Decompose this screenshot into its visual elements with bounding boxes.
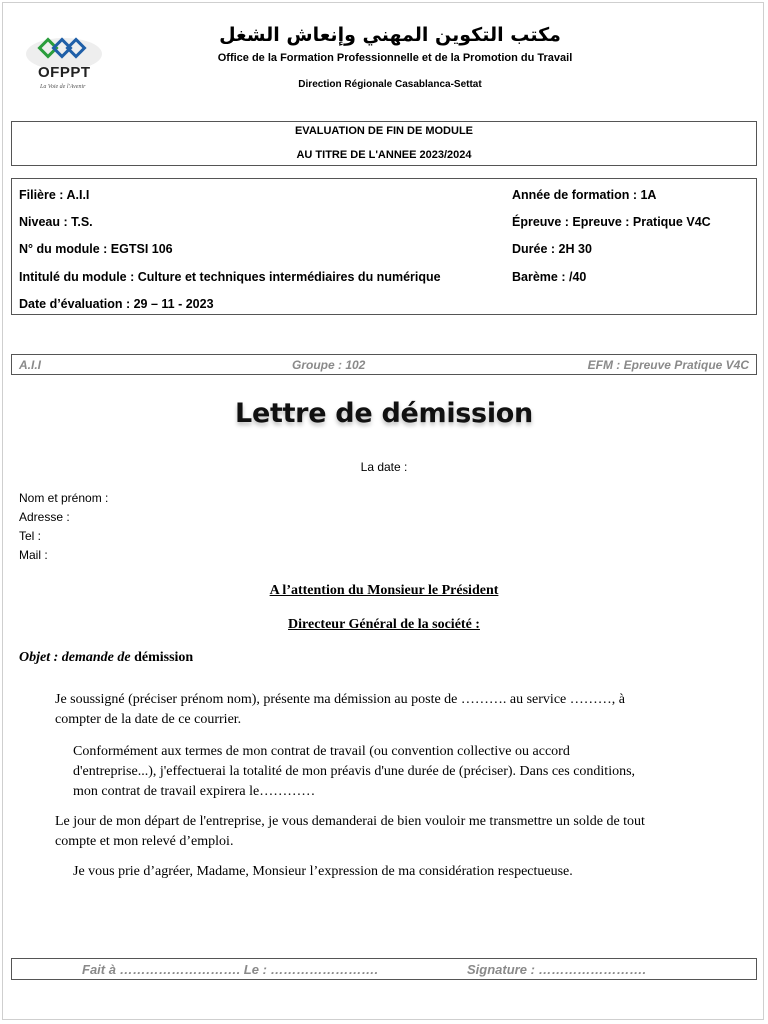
- evaluation-box: [11, 121, 757, 166]
- logo-tagline: La Voie de l'Avenir: [40, 84, 86, 90]
- direction-regionale: Direction Régionale Casablanca-Settat: [298, 79, 482, 90]
- contact-address: Adresse :: [19, 510, 70, 524]
- niveau: Niveau : T.S.: [19, 215, 93, 229]
- paragraph-4: Je vous prie d’agréer, Madame, Monsieur l’expression de ma considération respectueuse.: [73, 864, 573, 879]
- paragraph-1-line-2: compter de la date de ce courrier.: [55, 712, 242, 727]
- evaluation-line-1: EVALUATION DE FIN DE MODULE: [294, 125, 474, 137]
- footer-bar: [11, 958, 757, 980]
- group-number: Groupe : 102: [292, 358, 366, 372]
- module-number: N° du module : EGTSI 106: [19, 242, 173, 256]
- contact-tel: Tel :: [19, 529, 42, 543]
- evaluation-date: Date d’évaluation : 29 – 11 - 2023: [19, 297, 214, 311]
- paragraph-2-line-1: Conformément aux termes de mon contrat de travail (ou convention collective ou accord: [73, 744, 570, 759]
- paragraph-3-line-1: Le jour de mon départ de l'entreprise, je vous demanderai de bien vouloir me transmettre un solde de tout: [55, 814, 645, 829]
- logo-text: OFPPT: [38, 64, 91, 81]
- module-info-box: [11, 178, 757, 315]
- footer-fait-le: Fait à ………………………. Le : …………………….: [82, 962, 379, 977]
- attention-line-2: Directeur Général de la société :: [288, 617, 480, 632]
- group-bar: [11, 354, 757, 375]
- group-epreuve: EFM : Epreuve Pratique V4C: [587, 358, 749, 372]
- bareme: Barème : /40: [512, 270, 587, 284]
- paragraph-3-line-2: compte et mon relevé d’emploi.: [55, 834, 234, 849]
- paragraph-3: [55, 812, 645, 852]
- paragraph-2-line-3: mon contrat de travail expirera le…………: [73, 784, 316, 799]
- duree: Durée : 2H 30: [512, 242, 592, 256]
- date-label: La date :: [360, 460, 408, 474]
- paragraph-1: [55, 690, 625, 730]
- letter-title: Lettre de démission: [235, 398, 533, 429]
- evaluation-line-2: AU TITRE DE L'ANNEE 2023/2024: [296, 149, 472, 161]
- annee-formation: Année de formation : 1A: [512, 188, 657, 202]
- office-name: Office de la Formation Professionnelle et de la Promotion du Travail: [217, 52, 573, 64]
- epreuve: Épreuve : Epreuve : Pratique V4C: [512, 215, 711, 229]
- attention-line-1: A l’attention du Monsieur le Président: [269, 583, 499, 598]
- paragraph-1-line-1: Je soussigné (préciser prénom nom), présente ma démission au poste de ………. au service ………, à: [55, 692, 625, 707]
- subject-word: démission: [134, 650, 194, 665]
- subject-prefix: Objet : demande de: [19, 650, 131, 665]
- footer-signature: Signature : …………………….: [467, 962, 647, 977]
- paragraph-2-line-2: d'entreprise...), j'effectuerai la totalité de mon préavis d'une durée de (préciser). Dans ces conditions,: [73, 764, 636, 779]
- arabic-title: مكتب التكوين المهني وإنعاش الشغل: [219, 24, 561, 46]
- contact-mail: Mail :: [19, 548, 48, 562]
- contact-name: Nom et prénom :: [19, 491, 109, 505]
- group-filiere: A.I.I: [19, 358, 42, 372]
- filiere: Filière : A.I.I: [19, 188, 90, 202]
- paragraph-2: [73, 742, 635, 802]
- letter-subject: [19, 650, 193, 666]
- module-title: Intitulé du module : Culture et techniques intermédiaires du numérique: [19, 270, 441, 284]
